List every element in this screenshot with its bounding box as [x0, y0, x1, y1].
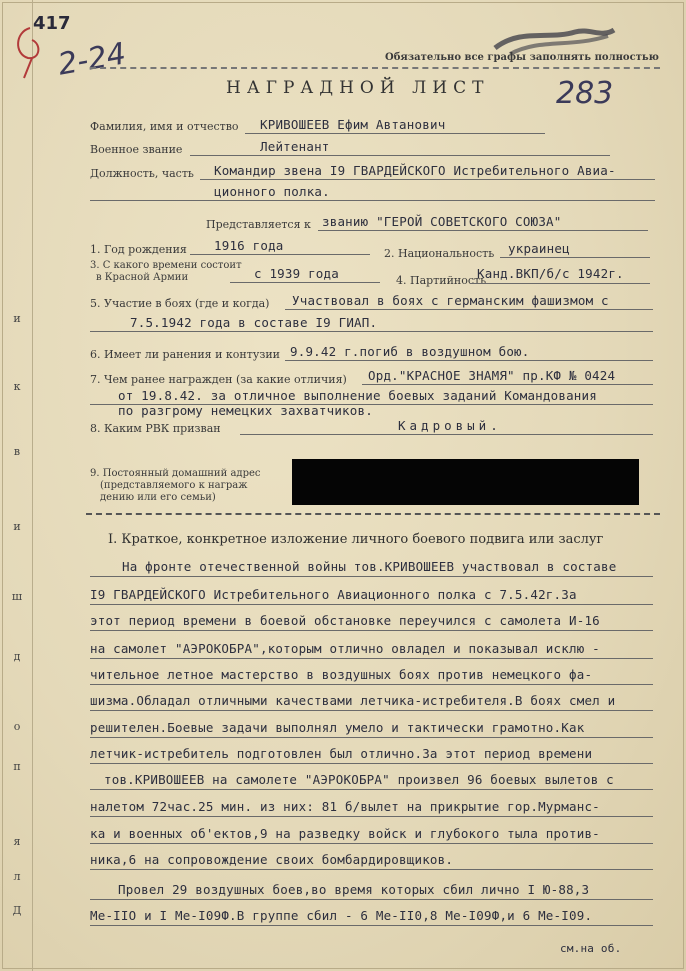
body-underline [90, 925, 653, 926]
party-value: Канд.ВКП/б/с 1942г. [477, 266, 624, 281]
nominated-underline [318, 230, 648, 231]
awards-underline-1 [362, 384, 653, 385]
body-underline [90, 658, 653, 659]
party-underline [470, 283, 650, 284]
battles-label: 5. Участие в боях (где и когда) [90, 297, 270, 310]
margin-letter: я [13, 835, 21, 848]
body-underline [90, 576, 653, 577]
margin-letter: в [13, 445, 21, 458]
margin-letter: к [13, 380, 21, 393]
awards-label: 7. Чем ранее награжден (за какие отличия) [90, 373, 347, 386]
body-line: I9 ГВАРДЕЙСКОГО Истребительного Авиационного полка с 7.5.42г.За [90, 587, 577, 602]
position-underline-2 [90, 200, 655, 201]
margin-letter: ш [11, 590, 23, 603]
red-pencil-mark-icon [10, 20, 50, 80]
awards-value-line2: от 19.8.42. за отличное выполнение боевых заданий Командования [118, 388, 597, 403]
address-label-line1: 9. Постоянный домашний адрес [90, 468, 261, 479]
body-line: тов.КРИВОШЕЕВ на самолете "АЭРОКОБРА" произвел 96 боевых вылетов с [104, 772, 614, 787]
body-underline [90, 843, 653, 844]
redaction-box [292, 459, 639, 505]
left-margin-strip [0, 0, 33, 971]
nationality-underline [500, 257, 650, 258]
header-note: Обязательно все графы заполнять полностью [385, 52, 659, 63]
name-label: Фамилия, имя и отчество [90, 120, 239, 133]
body-line: на самолет "АЭРОКОБРА",которым отлично овладел и показывал исклю - [90, 641, 600, 656]
position-underline-1 [200, 179, 655, 180]
wounds-underline [285, 360, 653, 361]
body-line: Провел 29 воздушных боев,во время которых сбил лично I Ю-88,3 [118, 882, 590, 897]
body-line: шизма.Обладал отличными качествами летчика-истребителя.В боях смел и [90, 693, 616, 708]
body-line: чительное летное мастерство в воздушных боях против немецкого фа- [90, 667, 593, 682]
position-value-line1: Командир звена I9 ГВАРДЕЙСКОГО Истребительного Авиа- [214, 163, 616, 178]
body-line: ка и военных об'ектов,9 на разведку войск и глубокого тыла против- [90, 826, 600, 841]
army-label-line1: 3. С какого времени состоит [90, 260, 242, 271]
handwritten-number: 283 [556, 76, 614, 111]
margin-letter: и [13, 312, 21, 325]
army-label-line2: в Красной Армии [96, 272, 189, 283]
position-label: Должность, часть [90, 167, 194, 180]
name-underline [245, 133, 545, 134]
section-separator [86, 513, 660, 515]
body-line: На фронте отечественной войны тов.КРИВОШЕЕВ участвовал в составе [122, 559, 617, 574]
margin-letter: п [13, 760, 21, 773]
body-underline [90, 737, 653, 738]
body-underline [90, 630, 653, 631]
body-line: Ме-IIO и I Ме-I09Ф.В группе сбил - 6 Ме-II0,8 Ме-I09Ф,и 6 Ме-I09. [90, 908, 593, 923]
birth-value: 1916 года [214, 238, 284, 253]
nationality-label: 2. Национальность [384, 247, 495, 260]
footer-note: см.на об. [560, 942, 622, 955]
rvk-value: Кадровый. [398, 418, 502, 433]
body-underline [90, 684, 653, 685]
rank-underline [190, 155, 610, 156]
birth-label: 1. Год рождения [90, 243, 187, 256]
body-line: этот период времени в боевой обстановке переучился с самолета И-16 [90, 613, 600, 628]
awards-value-line1: Орд."КРАСНОЕ ЗНАМЯ" пр.КФ № 0424 [368, 368, 616, 383]
party-label: 4. Партийность [396, 274, 487, 287]
address-label-line2: (представляемого к награж [100, 480, 248, 491]
body-line: налетом 72час.25 мин. из них: 81 б/вылет на прикрытие гор.Мурманс- [90, 799, 600, 814]
archive-page-number: 417 [33, 13, 71, 34]
body-line: летчик-истребитель подготовлен был отлично.За этот период времени [90, 746, 593, 761]
body-underline [90, 763, 653, 764]
header-rule [90, 67, 660, 69]
battles-value-line1: Участвовал в боях с германским фашизмом с [292, 293, 609, 308]
margin-letter: о [13, 720, 21, 733]
body-underline [90, 899, 653, 900]
margin-letter: Д [12, 904, 22, 917]
margin-letter: д [13, 650, 21, 663]
battles-underline-1 [285, 309, 653, 310]
document-title: НАГРАДНОЙ ЛИСТ [226, 78, 490, 98]
army-value: с 1939 года [254, 266, 339, 281]
rank-value: Лейтенант [260, 139, 330, 154]
nationality-value: украинец [508, 241, 570, 256]
birth-underline [190, 254, 370, 255]
margin-letter: л [13, 870, 21, 883]
battles-value-line2: 7.5.1942 года в составе I9 ГИАП. [130, 315, 378, 330]
name-value: КРИВОШЕЕВ Ефим Автанович [260, 117, 446, 132]
wounds-label: 6. Имеет ли ранения и контузии [90, 348, 280, 361]
rvk-label: 8. Каким РВК призван [90, 422, 221, 435]
rank-label: Военное звание [90, 143, 183, 156]
address-label-line3: дению или его семьи) [100, 492, 216, 503]
nominated-value: званию "ГЕРОЙ СОВЕТСКОГО СОЮЗА" [322, 214, 562, 229]
battles-underline-2 [90, 331, 653, 332]
rvk-underline [240, 434, 653, 435]
awards-value-line3: по разгрому немецких захватчиков. [118, 403, 373, 418]
army-underline [230, 282, 380, 283]
body-underline [90, 789, 653, 790]
body-underline [90, 816, 653, 817]
body-underline [90, 710, 653, 711]
position-value-line2: ционного полка. [214, 184, 330, 199]
body-line: ника,6 на сопровождение своих бомбардировщиков. [90, 852, 454, 867]
body-underline [90, 604, 653, 605]
handwritten-top-note: 2-24 [55, 36, 129, 83]
nominated-label: Представляется к [206, 218, 311, 231]
body-line: решителен.Боевые задачи выполнял умело и тактически грамотно.Как [90, 720, 585, 735]
margin-letter: и [13, 520, 21, 533]
section-heading: I. Краткое, конкретное изложение личного боевого подвига или заслуг [108, 532, 604, 547]
body-underline [90, 869, 653, 870]
wounds-value: 9.9.42 г.погиб в воздушном бою. [290, 344, 530, 359]
